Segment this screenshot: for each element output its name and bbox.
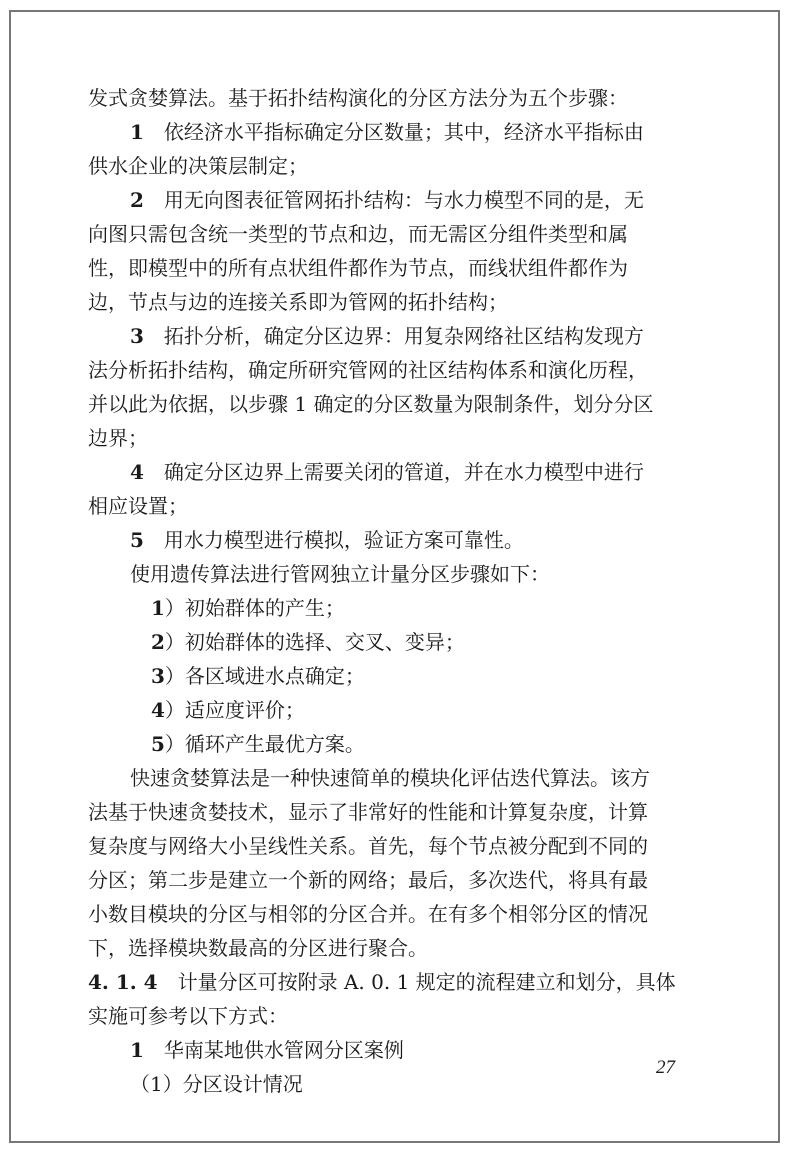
text-line: 分区；第二步是建立一个新的网络；最后，多次迭代，将具有最 — [88, 868, 648, 892]
list-item — [130, 188, 644, 212]
list-item — [130, 324, 644, 348]
text-line: ）各区域进水点确定； — [164, 664, 365, 688]
page-number: 27 — [656, 1057, 675, 1078]
text-line: 向图只需包含统一类型的节点和边，而无需区分组件类型和属 — [88, 222, 628, 246]
text-line: 使用遗传算法进行管网独立计量分区步骤如下： — [130, 562, 550, 586]
text-line: 供水企业的决策层制定； — [88, 154, 308, 178]
text-line: 快速贪婪算法是一种快速简单的模块化评估迭代算法。该方 — [130, 766, 650, 790]
text-line: 性，即模型中的所有点状组件都作为节点，而线状组件都作为 — [88, 256, 628, 280]
text-line: 法基于快速贪婪技术，显示了非常好的性能和计算复杂度，计算 — [88, 800, 648, 824]
step-number: 1 — [130, 1038, 144, 1062]
list-item — [130, 528, 524, 552]
step-number: 1 — [130, 120, 144, 144]
list-item — [151, 630, 465, 654]
text-line: 发式贪婪算法。基于拓扑结构演化的分区方法分为五个步骤： — [88, 86, 628, 110]
item-number: 3 — [151, 664, 165, 688]
text-line: ）初始群体的产生； — [164, 596, 345, 620]
text-line: 用无向图表征管网拓扑结构：与水力模型不同的是，无 — [163, 188, 644, 212]
text-line: 复杂度与网络大小呈线性关系。首先，每个节点被分配到不同的 — [88, 834, 648, 858]
item-number: 2 — [151, 630, 165, 654]
text-line: 相应设置； — [88, 494, 188, 518]
text-line: 用水力模型进行模拟，验证方案可靠性。 — [163, 528, 524, 552]
text-line: 华南某地供水管网分区案例 — [163, 1038, 404, 1062]
step-number: 5 — [130, 528, 144, 552]
list-item — [130, 460, 644, 484]
text-line: 确定分区边界上需要关闭的管道，并在水力模型中进行 — [163, 460, 644, 484]
text-line: 法分析拓扑结构，确定所研究管网的社区结构体系和演化历程， — [88, 358, 648, 382]
list-item — [130, 1038, 404, 1062]
text-line: 小数目模块的分区与相邻的分区合并。在有多个相邻分区的情况 — [88, 902, 648, 926]
text-line: 实施可参考以下方式： — [88, 1004, 288, 1028]
text-line: （1）分区设计情况 — [130, 1072, 303, 1096]
section-heading — [88, 970, 676, 994]
list-item — [151, 698, 305, 722]
item-number: 1 — [151, 596, 165, 620]
section-number: 4. 1. 4 — [88, 970, 158, 994]
item-number: 4 — [151, 698, 165, 722]
step-number: 2 — [130, 188, 144, 212]
list-item — [151, 732, 365, 756]
list-item — [130, 120, 644, 144]
step-number: 3 — [130, 324, 144, 348]
list-item — [151, 664, 365, 688]
text-line: 计量分区可按附录 A. 0. 1 规定的流程建立和划分，具体 — [177, 970, 676, 994]
text-line: 拓扑分析，确定分区边界：用复杂网络社区结构发现方 — [163, 324, 644, 348]
text-line: ）适应度评价； — [164, 698, 305, 722]
text-line: 并以此为依据，以步骤 1 确定的分区数量为限制条件，划分分区 — [88, 392, 654, 416]
list-item — [151, 596, 345, 620]
text-line: 依经济水平指标确定分区数量；其中，经济水平指标由 — [163, 120, 644, 144]
step-number: 4 — [130, 460, 144, 484]
text-line: ）循环产生最优方案。 — [164, 732, 365, 756]
text-line: 下，选择模块数最高的分区进行聚合。 — [88, 936, 428, 960]
text-line: 边，节点与边的连接关系即为管网的拓扑结构； — [88, 290, 508, 314]
text-line: ）初始群体的选择、交叉、变异； — [164, 630, 465, 654]
item-number: 5 — [151, 732, 165, 756]
text-line: 边界； — [88, 426, 148, 450]
